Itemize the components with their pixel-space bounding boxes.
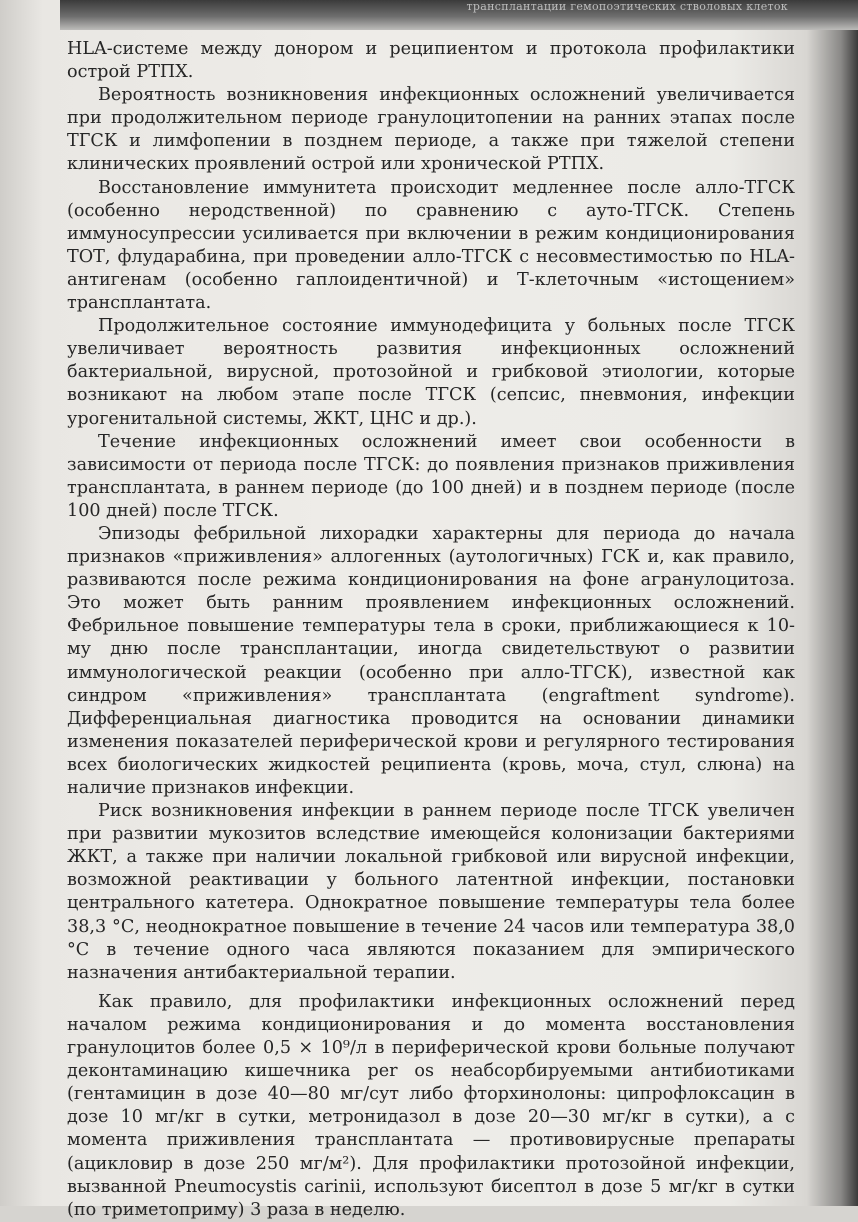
- paragraph: Продолжительное состояние иммунодефицита у больных после ТГСК увеличивает вероятность развития инфекционных осложнений бактериальной, вирусной, протозойной и грибковой этиологии, которые возникают на любом этапе после ТГСК (сепсис, пневмония, инфекции урогенитальной системы, ЖКТ, ЦНС и др.).: [67, 316, 795, 429]
- paragraph: HLA-системе между донором и реципиентом и протокола профилактики острой РТПХ.: [67, 39, 795, 83]
- paragraph: Вероятность возникновения инфекционных осложнений увеличивается при продолжительном периоде гранулоцитопении на ранних этапах после ТГСК и лимфопении в позднем периоде, а также при тяжелой степени клинических проявлений острой или хронической РТПХ.: [67, 85, 795, 175]
- paragraph: Как правило, для профилактики инфекционных осложнений перед началом режима кондиционирования и до момента восстановления гранулоцитов более 0,5 × 10⁹/л в периферической крови больные получают деконтаминацию кишечника per os неабсорбируемыми антибиотиками (гентамицин в дозе 40—80 мг/сут либо фторхинолоны: ципрофлоксацин в дозе 10 мг/кг в сутки, метронидазол в дозе 20—30 мг/кг в сутки), а с момента приживления трансплантата — противовирусные препараты (ацикловир в дозе 250 мг/м²). Для профилактики протозойной инфекции, вызванной Pneumocystis carinii, используют бисептол в дозе 5 мг/кг в сутки (по триметоприму) 3 раза в неделю.: [67, 991, 795, 1220]
- paragraph: Течение инфекционных осложнений имеет свои особенности в зависимости от периода после ТГСК: до появления признаков приживления трансплантата, в раннем периоде (до 100 дней) и в позднем периоде (после 100 дней) после ТГСК.: [67, 431, 795, 521]
- running-head: трансплантации гемопоэтических стволовых клеток: [466, 0, 788, 13]
- scan-shadow-top: [60, 0, 858, 30]
- paragraph: Восстановление иммунитета происходит медленнее после алло-ТГСК (особенно неродственной) по сравнению с ауто-ТГСК. Степень иммуносупрессии усиливается при включении в режим кондиционирования ТОТ, флударабина, при проведении алло-ТГСК с несовместимостью по HLA-антигенам (особенно гаплоидентичной) и Т-клеточным «истощением» трансплантата.: [67, 177, 795, 314]
- body-text: [67, 38, 795, 1222]
- paragraph: Риск возникновения инфекции в раннем периоде после ТГСК увеличен при развитии мукозитов вследствие имеющейся колонизации бактериями ЖКТ, а также при наличии локальной грибковой или вирусной инфекции, возможной реактивации у больного латентной инфекции, постановки центрального катетера. Однократное повышение температуры тела более 38,3 °С, неоднократное повышение в течение 24 часов или температура 38,0 °С в течение одного часа являются показанием для эмпирического назначения антибактериальной терапии.: [67, 801, 795, 983]
- paragraph: Эпизоды фебрильной лихорадки характерны для периода до начала признаков «приживления» аллогенных (аутологичных) ГСК и, как правило, развиваются после режима кондиционирования на фоне агранулоцитоза. Это может быть ранним проявлением инфекционных осложнений. Фебрильное повышение температуры тела в сроки, приближающиеся к 10-му дню после трансплантации, иногда свидетельствуют о развитии иммунологической реакции (особенно при алло-ТГСК), известной как синдром «приживления» трансплантата (engraftment syndrome). Дифференциальная диагностика проводится на основании динамики изменения показателей периферической крови и регулярного тестирования всех биологических жидкостей реципиента (кровь, моча, стул, слюна) на наличие признаков инфекции.: [67, 523, 795, 798]
